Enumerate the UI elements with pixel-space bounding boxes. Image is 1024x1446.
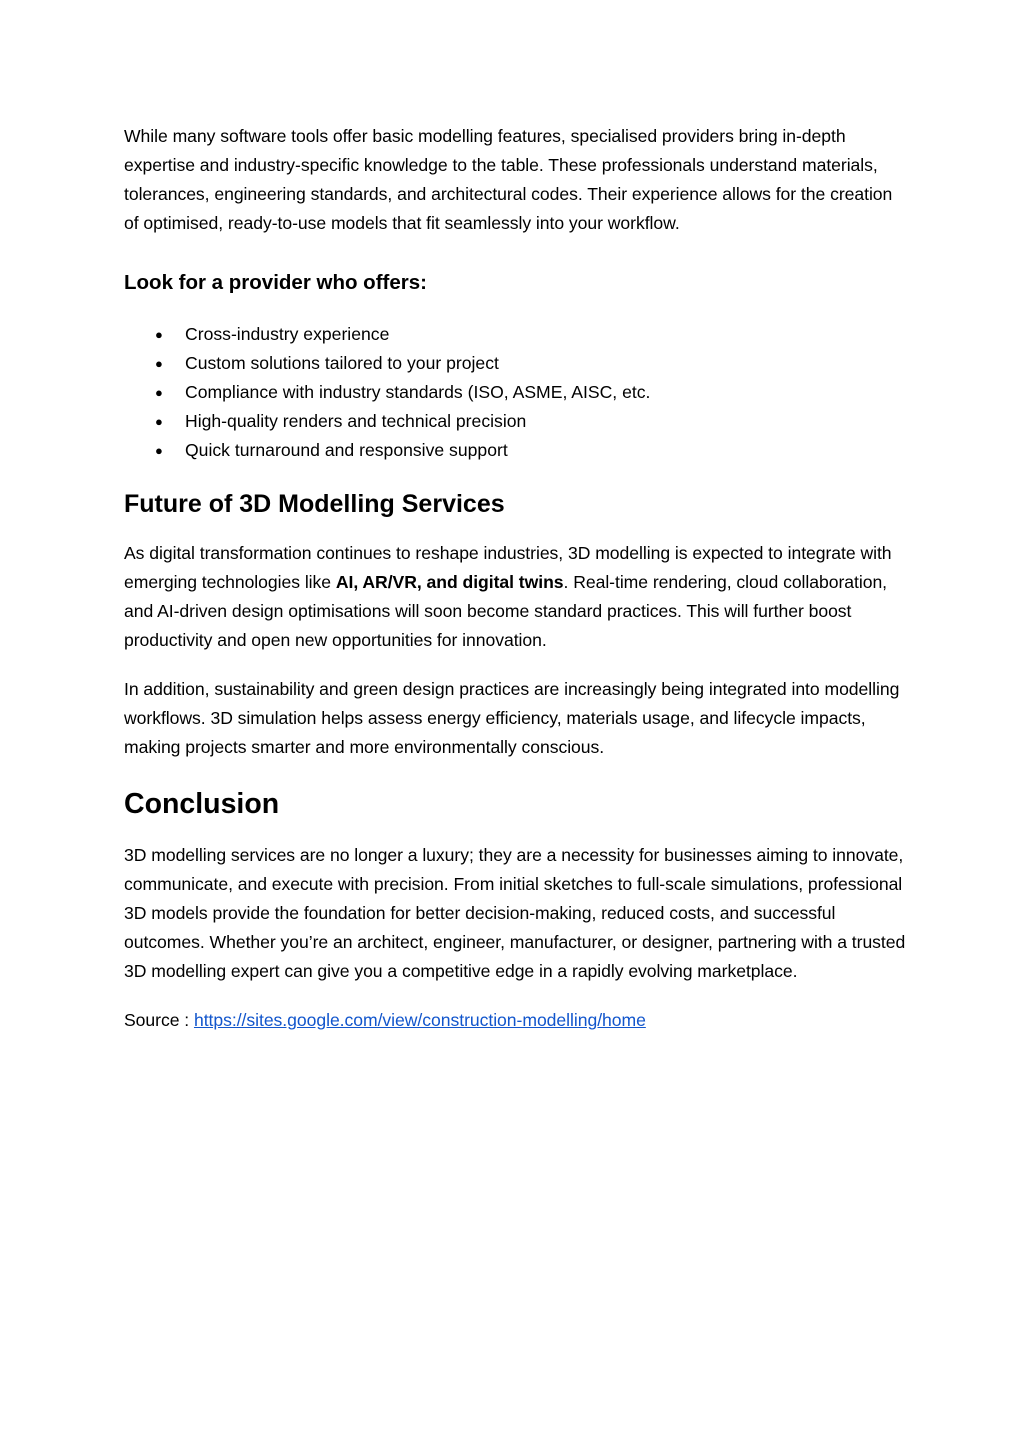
list-item — [124, 407, 908, 436]
emerging-tech-bold: AI, AR/VR, and digital twins — [335, 572, 564, 592]
bullet-icon: ● — [155, 385, 163, 400]
list-item — [124, 320, 908, 349]
list-item-text: High-quality renders and technical precision — [185, 411, 527, 431]
future-paragraph-2: In addition, sustainability and green design practices are increasingly being integrated into modelling workflows. 3D simulation helps assess energy efficiency, materials usage, and lifecycle impacts, making projects smarter and more environmentally conscious. — [124, 679, 900, 757]
list-item-text: Cross-industry experience — [185, 324, 390, 344]
future-paragraph-1-start: As digital transformation continues to reshape industries, 3D modelling is expected to integrate with emerging technologies like — [124, 543, 892, 592]
list-item-text: Quick turnaround and responsive support — [185, 440, 508, 460]
source-line — [124, 1006, 908, 1035]
list-item-text: Custom solutions tailored to your project — [185, 353, 499, 373]
conclusion-paragraph: 3D modelling services are no longer a luxury; they are a necessity for businesses aiming to innovate, communicate, and execute with precision. From initial sketches to full-scale simulations, professional 3D models provide the foundation for better decision-making, reduced costs, and successful outcomes. Whether you’re an architect, engineer, manufacturer, or designer, partnering with a trusted 3D modelling expert can give you a competitive edge in a rapidly evolving marketplace. — [124, 845, 906, 981]
source-link[interactable]: https://sites.google.com/view/construction-modelling/home — [193, 1010, 646, 1030]
future-paragraph-1-end: . Real-time rendering, cloud collaboration, and AI-driven design optimisations will soon become standard practices. This will further boost productivity and open new opportunities for innovation. — [124, 572, 888, 650]
conclusion-heading: Conclusion — [124, 788, 280, 820]
list-item — [124, 378, 908, 407]
source-label: Source : — [124, 1010, 194, 1030]
document-page — [124, 122, 908, 1035]
list-item — [124, 349, 908, 378]
provider-heading: Look for a provider who offers: — [124, 271, 427, 294]
bullet-icon: ● — [155, 356, 163, 371]
future-paragraph-1 — [124, 539, 908, 655]
provider-list — [124, 320, 908, 465]
bullet-icon: ● — [155, 327, 163, 342]
bullet-icon: ● — [155, 443, 163, 458]
future-heading: Future of 3D Modelling Services — [124, 490, 505, 518]
list-item — [124, 436, 908, 465]
intro-paragraph: While many software tools offer basic modelling features, specialised providers bring in-depth expertise and industry-specific knowledge to the table. These professionals understand materials, tolerances, engineering standards, and architectural codes. Their experience allows for the creation of optimised, ready-to-use models that fit seamlessly into your workflow. — [124, 126, 893, 233]
list-item-text: Compliance with industry standards (ISO, ASME, AISC, etc. — [185, 382, 651, 402]
bullet-icon: ● — [155, 414, 163, 429]
